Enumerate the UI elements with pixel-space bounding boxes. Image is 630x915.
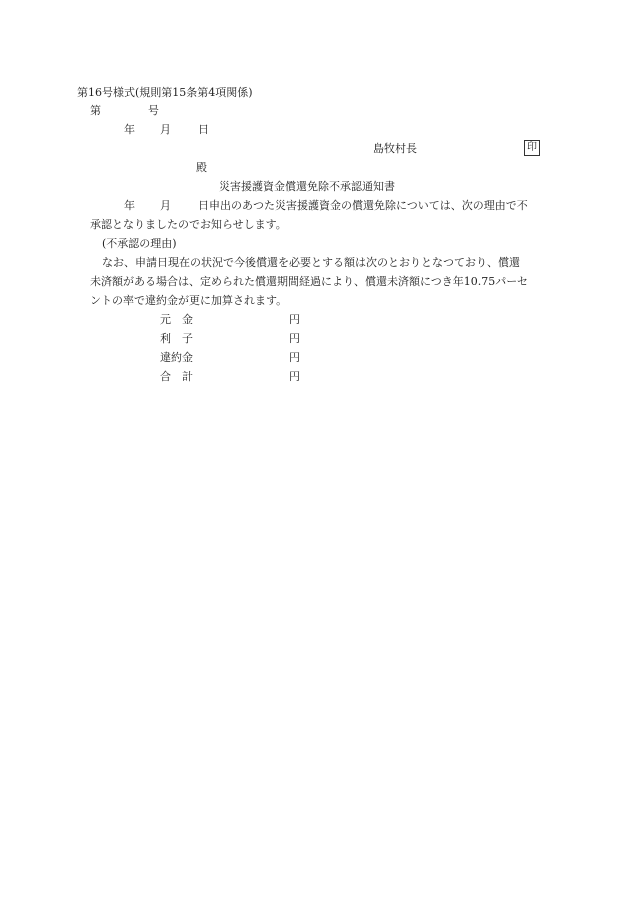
- body1-line1: 日申出のあつた災害援護資金の償還免除については、次の理由で不: [198, 199, 528, 212]
- body2-line1: なお、申請日現在の状況で今後償還を必要とする額は次のとおりとなつており、償還: [102, 256, 520, 269]
- amount-label: 元 金: [160, 313, 193, 326]
- amount-unit: 円: [289, 370, 300, 383]
- seal-mark: 印: [524, 140, 540, 156]
- amount-unit: 円: [289, 332, 300, 345]
- body2-line2: 未済額がある場合は、定められた償還期間経過により、償還未済額につき年10.75パーセ: [90, 275, 529, 288]
- number-suffix: 号: [148, 104, 159, 117]
- body1-line2: 承認となりましたのでお知らせします。: [90, 218, 287, 231]
- date-day: 日: [198, 123, 209, 136]
- amount-label: 利 子: [160, 332, 193, 345]
- form-title: 第16号様式(規則第15条第4項関係): [77, 86, 253, 99]
- number-prefix: 第: [90, 104, 101, 117]
- addressee-honorific: 殿: [196, 161, 207, 174]
- amount-label: 違約金: [160, 351, 193, 364]
- body1-year: 年: [124, 199, 135, 212]
- date-year: 年: [124, 123, 135, 136]
- reason-heading: (不承認の理由): [102, 237, 177, 250]
- body1-month: 月: [160, 199, 171, 212]
- amount-label: 合 計: [160, 370, 193, 383]
- issuer-name: 島牧村長: [373, 142, 417, 155]
- body2-line3: ントの率で違約金が更に加算されます。: [90, 294, 288, 307]
- document-title: 災害援護資金償還免除不承認通知書: [219, 180, 395, 193]
- date-month: 月: [160, 123, 171, 136]
- amount-unit: 円: [289, 313, 300, 326]
- amount-unit: 円: [289, 351, 300, 364]
